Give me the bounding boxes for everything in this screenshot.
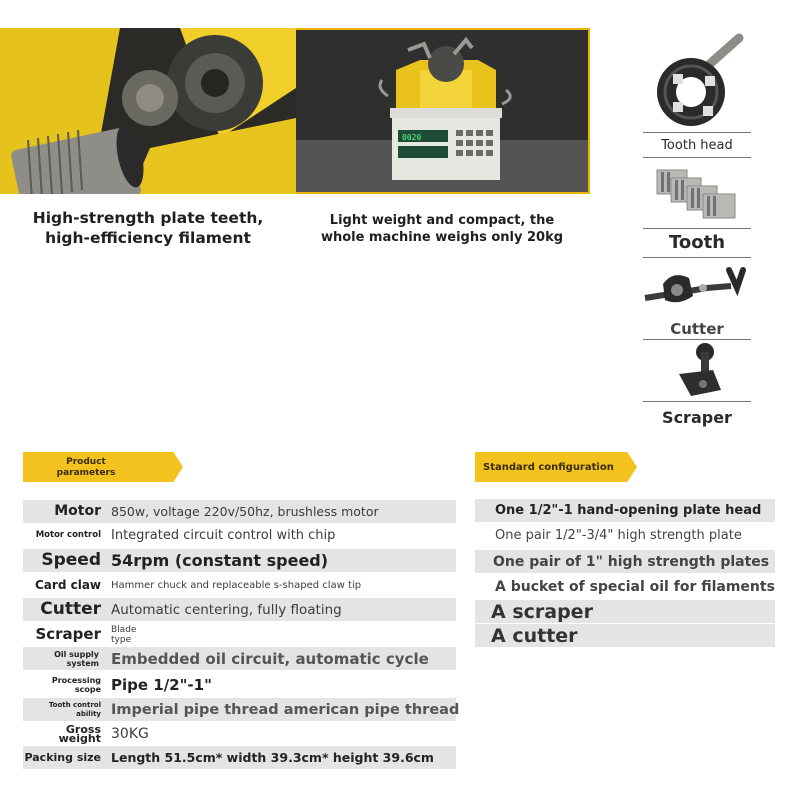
scraper-icon <box>643 340 751 400</box>
param-label: Scraper <box>35 625 101 643</box>
param-row-processing-scope <box>23 673 456 696</box>
plate-teeth-caption-line-1: High-strength plate teeth, <box>32 209 264 227</box>
cutter-label: Cutter <box>670 320 724 338</box>
param-value: Integrated circuit control with chip <box>111 528 336 543</box>
machine-on-scale-photo <box>296 28 590 194</box>
param-row-speed <box>23 549 456 572</box>
tooth-image <box>643 164 751 226</box>
config-item: A cutter <box>475 624 775 647</box>
param-value: Pipe 1/2"-1" <box>111 675 212 694</box>
param-label: Motor <box>54 503 101 519</box>
param-row-cutter <box>23 598 456 621</box>
param-value: 30KG <box>111 725 149 742</box>
accessory-divider <box>643 132 751 133</box>
param-value: 850w, voltage 220v/50hz, brushless motor <box>111 504 379 519</box>
tooth-plates-icon <box>643 164 751 226</box>
plate-teeth-caption-line-2: high-efficiency filament <box>45 229 251 247</box>
weight-caption-line-1: Light weight and compact, the <box>329 213 555 228</box>
param-row-motor-control <box>23 524 456 547</box>
param-value: Length 51.5cm* width 39.3cm* height 39.6cm <box>111 750 434 765</box>
scraper-image <box>643 340 751 400</box>
param-row-tooth-control <box>23 698 460 721</box>
param-row-motor <box>23 500 456 523</box>
param-label: Tooth control ability <box>48 700 101 718</box>
param-row-gross-weight <box>23 722 456 745</box>
config-item: A scraper <box>475 600 775 623</box>
tooth-head-image <box>643 30 751 130</box>
param-label: Gross weight <box>58 722 101 745</box>
cutter-image <box>643 262 751 314</box>
tooth-label: Tooth <box>668 232 726 253</box>
scraper-label: Scraper <box>662 408 732 427</box>
config-item: A bucket of special oil for filaments <box>495 578 775 595</box>
param-label: Motor control <box>35 530 101 540</box>
param-row-oil-supply <box>23 647 456 670</box>
plate-teeth-photo <box>0 28 296 194</box>
param-value: Embedded oil circuit, automatic cycle <box>111 649 429 668</box>
config-item: One 1/2"-1 hand-opening plate head <box>475 499 775 522</box>
threading-closeup-illustration <box>0 28 296 194</box>
product-parameters-tab-label <box>40 457 132 479</box>
param-row-scraper <box>23 623 456 646</box>
tooth-head-icon <box>643 30 751 130</box>
cutter-icon <box>643 262 751 314</box>
accessory-divider <box>643 157 751 158</box>
weight-caption <box>300 212 584 246</box>
standard-configuration-tab-label: Standard configuration <box>483 462 614 473</box>
weight-caption-line-2: whole machine weighs only 20kg <box>320 230 564 245</box>
product-parameters-tab-line-2: parameters <box>56 468 116 478</box>
param-label: Oil supply system <box>54 649 99 668</box>
accessory-divider <box>643 257 751 258</box>
param-value: Blade type <box>111 624 137 645</box>
machine-weighing-illustration <box>296 30 588 194</box>
svg-text:0020: 0020 <box>402 133 422 142</box>
param-value: Hammer chuck and replaceable s-shaped claw tip <box>111 580 362 591</box>
param-row-card-claw <box>23 574 456 597</box>
plate-teeth-caption <box>10 208 286 248</box>
config-item: One pair 1/2"-3/4" high strength plate <box>495 528 742 543</box>
param-row-packing-size <box>23 746 456 769</box>
param-value: 54rpm (constant speed) <box>111 551 329 570</box>
product-parameters-tab-line-1: Product <box>66 457 106 467</box>
accessory-divider <box>643 228 751 229</box>
param-value: Imperial pipe thread american pipe thread <box>111 701 460 718</box>
param-value: Automatic centering, fully floating <box>111 601 342 618</box>
param-label: Card claw <box>35 578 101 592</box>
config-item: One pair of 1" high strength plates <box>475 550 775 573</box>
accessory-divider <box>643 401 751 402</box>
param-label: Processing scope <box>51 675 101 694</box>
tooth-head-label: Tooth head <box>661 138 733 153</box>
param-label: Cutter <box>40 599 101 619</box>
param-label: Packing size <box>24 751 101 764</box>
param-label: Speed <box>41 550 101 570</box>
